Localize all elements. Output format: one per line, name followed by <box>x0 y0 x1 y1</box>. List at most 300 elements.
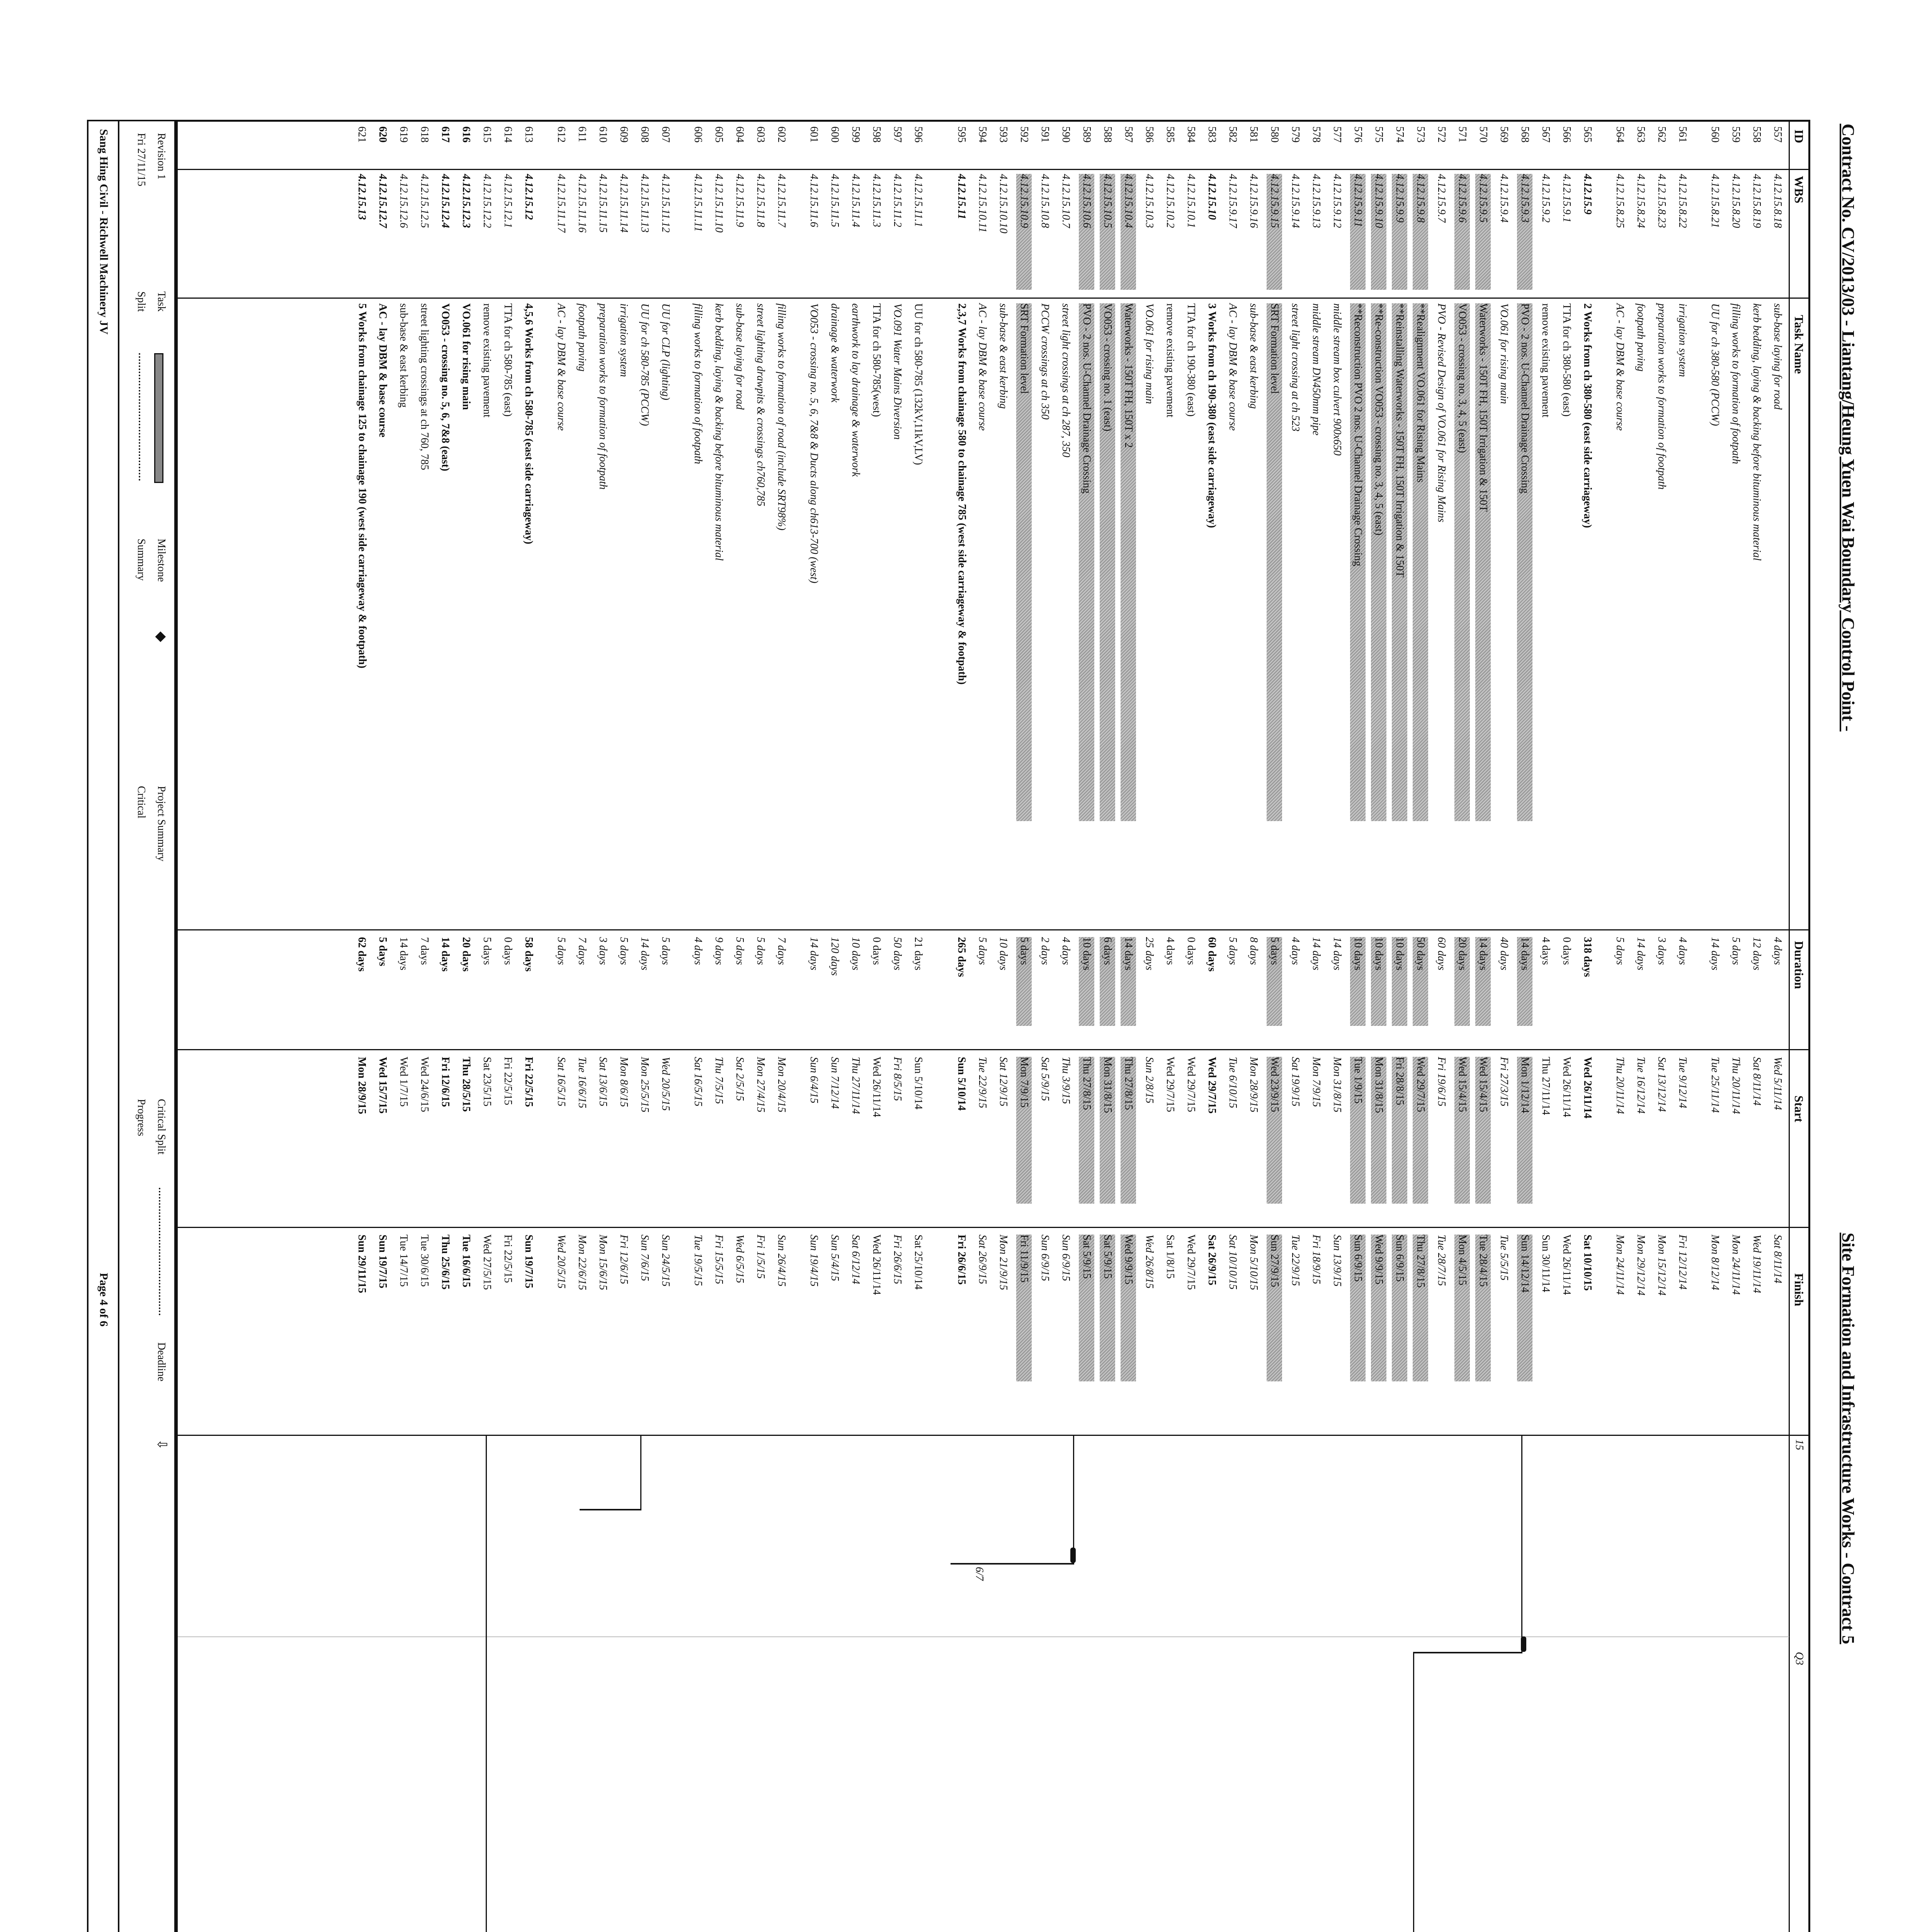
footer-page: Page 4 of 6 <box>97 1273 110 1327</box>
legend-summary: Summary <box>135 539 147 581</box>
task-id: 600 <box>829 126 841 143</box>
task-start: Wed 5/11/14 <box>1772 1057 1784 1110</box>
task-id: 593 <box>997 126 1009 143</box>
task-finish: Sat 26/9/15 <box>1206 1235 1218 1286</box>
task-duration: 5 days <box>1267 937 1282 1026</box>
task-start: Sun 7/12/14 <box>829 1057 841 1109</box>
task-start: Sun 5/10/14 <box>912 1057 924 1110</box>
task-wbs: 4.12.15.8.19 <box>1751 174 1763 228</box>
legend-milestone: Milestone <box>155 539 167 582</box>
task-wbs: 4.12.15.11.8 <box>755 174 767 227</box>
task-start: Tue 9/12/14 <box>1677 1057 1689 1109</box>
link-line <box>1413 1652 1414 1932</box>
task-finish: Thu 27/8/15 <box>1413 1235 1428 1381</box>
task-duration: 50 days <box>891 937 903 971</box>
task-id: 585 <box>1164 126 1176 143</box>
task-finish: Sun 19/7/15 <box>523 1235 535 1289</box>
task-wbs: 4.12.15.11 <box>956 174 968 219</box>
task-finish: Sat 8/11/14 <box>1772 1235 1784 1284</box>
task-duration: 10 days <box>1350 937 1366 1026</box>
task-finish: Mon 24/11/14 <box>1730 1235 1742 1295</box>
diamond-icon: ◆ <box>154 631 169 642</box>
task-duration: 0 days <box>1185 937 1197 965</box>
task-start: Mon 7/9/15 <box>1310 1057 1322 1107</box>
task-duration: 21 days <box>912 937 924 971</box>
task-wbs: 4.12.15.8.21 <box>1709 174 1721 228</box>
task-start: Thu 27/11/14 <box>1540 1057 1552 1115</box>
task-wbs: 4.12.15.11.14 <box>618 174 630 233</box>
task-id: 568 <box>1519 126 1531 143</box>
col-duration: Duration <box>1792 941 1806 989</box>
task-name: **Re-construction VO053 - crossing no. 3, 4, 5 (east) <box>1371 303 1386 821</box>
task-wbs: 4.12.15.9.1 <box>1561 174 1573 223</box>
task-id: 597 <box>891 126 903 143</box>
task-duration: 14 days <box>639 937 651 971</box>
task-id: 594 <box>976 126 988 143</box>
task-finish: Sat 10/10/15 <box>1227 1235 1239 1290</box>
task-id: 596 <box>912 126 924 143</box>
task-id: 577 <box>1331 126 1343 143</box>
task-start: Mon 8/6/15 <box>618 1057 630 1107</box>
task-start: Mon 25/5/15 <box>639 1057 651 1112</box>
task-name: filling works to formation of road (include SRT98%) <box>776 303 787 531</box>
task-finish: Mon 8/12/14 <box>1709 1235 1721 1290</box>
task-duration: 0 days <box>502 937 514 965</box>
task-start: Wed 20/5/15 <box>660 1057 672 1111</box>
task-finish: Sun 6/9/15 <box>1060 1235 1072 1281</box>
task-id: 580 <box>1269 126 1281 143</box>
task-duration: 4 days <box>1677 937 1689 965</box>
task-start: Wed 29/7/15 <box>1206 1057 1218 1114</box>
schedule-table <box>176 120 1810 1932</box>
task-id: 563 <box>1635 126 1647 143</box>
task-duration: 9 days <box>713 937 725 965</box>
task-wbs: 4.12.15.9.7 <box>1435 174 1447 223</box>
task-wbs: 4.12.15.11.17 <box>555 174 567 233</box>
task-start: Sat 2/5/15 <box>734 1057 746 1101</box>
task-id: 620 <box>377 126 389 143</box>
task-duration: 20 days <box>460 937 472 972</box>
task-finish: Sun 30/11/14 <box>1540 1235 1552 1293</box>
task-name: sub-base & east kerbing <box>398 303 410 408</box>
task-name: **Reinstalling Waterworks - 150T FH, 150T Irrigation & 150T <box>1392 303 1407 821</box>
link-line <box>1521 1435 1522 1652</box>
legend-deadline: Deadline <box>155 1342 167 1382</box>
task-duration: 14 days <box>439 937 451 972</box>
task-id: 599 <box>850 126 862 143</box>
task-name: street light crossing at ch 523 <box>1289 303 1301 432</box>
footer-company: Sang Hing Civil - Richwell Machinery JV <box>97 129 110 335</box>
task-id: 617 <box>439 126 451 143</box>
task-start: Fri 22/5/15 <box>523 1057 535 1107</box>
task-id: 578 <box>1310 126 1322 143</box>
task-finish: Sun 6/9/15 <box>1039 1235 1051 1281</box>
task-name: drainage & waterwork <box>829 303 841 403</box>
task-start: Mon 27/4/15 <box>755 1057 767 1112</box>
legend-critical-split-swatch <box>159 1188 160 1315</box>
task-duration: 4 days <box>1540 937 1552 965</box>
task-start: Mon 31/8/15 <box>1100 1057 1115 1204</box>
task-duration: 5 days <box>734 937 746 965</box>
task-finish: Sun 14/12/14 <box>1517 1235 1532 1381</box>
task-start: Fri 27/3/15 <box>1498 1057 1510 1107</box>
task-name: SRT Formation level <box>1016 303 1032 821</box>
task-id: 610 <box>597 126 609 143</box>
task-duration: 4 days <box>1289 937 1301 965</box>
task-finish: Wed 19/11/14 <box>1751 1235 1763 1293</box>
task-name: VO053 - crossing no. 5, 6, 7&8 (east) <box>439 303 451 471</box>
task-start: Sat 16/5/15 <box>692 1057 704 1107</box>
task-name: PVO - Revised Design of VO.061 for Rising Mains <box>1435 303 1447 522</box>
task-start: Fri 19/6/15 <box>1435 1057 1447 1107</box>
task-name: UU for CLP (lighting) <box>660 303 672 400</box>
task-finish: Fri 18/9/15 <box>1310 1235 1322 1284</box>
task-wbs: 4.12.15.10.5 <box>1100 174 1115 290</box>
task-id: 608 <box>639 126 651 143</box>
task-name: filling works to formation of footpath <box>1730 303 1742 464</box>
task-start: Wed 29/7/15 <box>1413 1057 1428 1204</box>
task-duration: 5 days <box>555 937 567 965</box>
task-wbs: 4.12.15.11.11 <box>692 174 704 232</box>
task-wbs: 4.12.15.9.8 <box>1413 174 1428 290</box>
task-id: 571 <box>1456 126 1468 143</box>
task-duration: 4 days <box>1164 937 1176 965</box>
legend <box>118 120 176 1932</box>
task-id: 560 <box>1709 126 1721 143</box>
task-start: Wed 15/4/15 <box>1475 1057 1491 1204</box>
milestone-label: 6/7 <box>973 1567 985 1581</box>
task-name: Waterworks - 150T FH, 150T Irrigation & 150T <box>1475 303 1491 821</box>
task-wbs: 4.12.15.9.2 <box>1540 174 1552 223</box>
task-start: Mon 31/8/15 <box>1331 1057 1343 1112</box>
task-duration: 14 days <box>1709 937 1721 971</box>
task-start: Mon 20/4/15 <box>776 1057 787 1112</box>
task-duration: 4 days <box>692 937 704 965</box>
gantt-chart <box>178 1435 1808 1932</box>
task-id: 586 <box>1143 126 1155 143</box>
task-finish: Tue 5/5/15 <box>1498 1235 1510 1281</box>
timeline-divider <box>1789 1435 1790 1932</box>
gantt-bar-583 <box>1070 1548 1076 1563</box>
task-name: PVO - 2 nos. U-Channel Drainage Crossing <box>1079 303 1094 821</box>
link-line <box>1073 1435 1074 1563</box>
task-duration: 7 days <box>576 937 588 965</box>
task-start: Tue 1/9/15 <box>1350 1057 1366 1204</box>
task-finish: Sat 1/8/15 <box>1164 1235 1176 1279</box>
task-duration: 318 days <box>1582 937 1594 977</box>
task-name: 3 Works from ch 190-380 (east side carriageway) <box>1206 303 1218 528</box>
task-wbs: 4.12.15.9.5 <box>1475 174 1491 290</box>
task-wbs: 4.12.15.9.14 <box>1289 174 1301 228</box>
task-duration: 60 days <box>1435 937 1447 971</box>
task-duration: 10 days <box>1079 937 1094 1026</box>
task-duration: 25 days <box>1143 937 1155 971</box>
task-id: 590 <box>1060 126 1072 143</box>
task-id: 567 <box>1540 126 1552 143</box>
task-wbs: 4.12.15.9.15 <box>1267 174 1282 290</box>
task-duration: 5 days <box>1614 937 1626 965</box>
task-start: Tue 6/10/15 <box>1227 1057 1239 1109</box>
task-wbs: 4.12.15.8.22 <box>1677 174 1689 228</box>
rotated-gantt-sheet <box>73 120 1859 1932</box>
task-name: preparation works to formation of footpath <box>597 303 609 490</box>
task-name: AC - lay DBM & base course <box>555 303 567 431</box>
task-name: sub-base & east kerbing <box>1248 303 1260 409</box>
task-start: Thu 28/5/15 <box>460 1057 472 1112</box>
task-wbs: 4.12.15.8.24 <box>1635 174 1647 228</box>
task-start: Fri 8/5/15 <box>891 1057 903 1101</box>
task-wbs: 4.12.15.11.9 <box>734 174 746 227</box>
task-duration: 14 days <box>398 937 410 971</box>
legend-critical: Critical <box>135 786 147 818</box>
task-start: Sat 19/9/15 <box>1289 1057 1301 1107</box>
task-id: 603 <box>755 126 767 143</box>
task-id: 562 <box>1656 126 1668 143</box>
legend-task-swatch <box>154 353 163 483</box>
task-start: Wed 26/11/14 <box>1561 1057 1573 1117</box>
col-id: ID <box>1792 129 1806 143</box>
gantt-bar-565 <box>1521 1636 1526 1652</box>
task-wbs: 4.12.15.12 <box>523 174 535 220</box>
task-id: 616 <box>460 126 472 143</box>
task-finish: Fri 26/6/15 <box>891 1235 903 1284</box>
task-name: TTA for ch 190-380 (east) <box>1185 303 1197 417</box>
task-finish: Fri 26/6/15 <box>956 1235 968 1285</box>
task-duration: 5 days <box>1730 937 1742 965</box>
task-name: VO.061 for rising main <box>1143 303 1155 404</box>
task-name: footpath paving <box>576 303 588 372</box>
quarter-q3: Q3 <box>1793 1652 1805 1665</box>
task-duration: 10 days <box>997 937 1009 971</box>
task-duration: 14 days <box>1517 937 1532 1026</box>
task-start: Wed 15/4/15 <box>1454 1057 1470 1204</box>
task-duration: 14 days <box>1331 937 1343 971</box>
task-start: Wed 29/7/15 <box>1185 1057 1197 1112</box>
task-id: 618 <box>418 126 430 143</box>
task-name: street light crossings at ch 287, 350 <box>1060 303 1072 457</box>
task-finish: Tue 22/9/15 <box>1289 1235 1301 1286</box>
col-task-name: Task Name <box>1792 315 1806 374</box>
task-name: preparation works to formation of footpath <box>1656 303 1668 490</box>
task-finish: Fri 12/6/15 <box>618 1235 630 1284</box>
task-wbs: 4.12.15.12.4 <box>439 174 451 228</box>
task-start: Wed 15/7/15 <box>377 1057 389 1114</box>
task-duration: 2 days <box>1039 937 1051 965</box>
task-wbs: 4.12.15.12.6 <box>398 174 410 228</box>
legend-split-swatch <box>139 353 140 481</box>
summary-bracket <box>951 1563 1074 1565</box>
task-wbs: 4.12.15.11.13 <box>639 174 651 233</box>
task-finish: Mon 4/5/15 <box>1454 1235 1470 1381</box>
task-duration: 8 days <box>1248 937 1260 965</box>
task-finish: Sun 29/11/15 <box>356 1235 368 1293</box>
task-start: Mon 1/12/14 <box>1517 1057 1532 1204</box>
task-name: 2,3,7 Works from chainage 580 to chainage 785 (west side carriageway & footpath) <box>956 303 968 685</box>
task-wbs: 4.12.15.10 <box>1206 174 1218 220</box>
task-name: middle stream DN450mm pipe <box>1310 303 1322 435</box>
task-wbs: 4.12.15.8.18 <box>1772 174 1784 228</box>
task-duration: 12 days <box>1751 937 1763 971</box>
task-wbs: 4.12.15.11.15 <box>597 174 609 233</box>
task-id: 565 <box>1582 126 1594 143</box>
task-duration: 120 days <box>829 937 841 976</box>
task-start: Fri 12/6/15 <box>439 1057 451 1107</box>
header-divider <box>1789 122 1790 1435</box>
task-wbs: 4.12.15.11.5 <box>829 174 841 227</box>
task-start: Thu 3/9/15 <box>1060 1057 1072 1104</box>
task-id: 615 <box>481 126 493 143</box>
task-wbs: 4.12.15.11.3 <box>871 174 883 227</box>
task-finish: Tue 14/7/15 <box>398 1235 410 1287</box>
task-id: 604 <box>734 126 746 143</box>
task-wbs: 4.12.15.9.9 <box>1392 174 1407 290</box>
task-start: Tue 25/11/14 <box>1709 1057 1721 1113</box>
task-finish: Tue 28/7/15 <box>1435 1235 1447 1286</box>
task-finish: Tue 19/5/15 <box>692 1235 704 1286</box>
task-wbs: 4.12.15.11.1 <box>912 174 924 227</box>
task-wbs: 4.12.15.9.6 <box>1454 174 1470 290</box>
task-duration: 10 days <box>1392 937 1407 1026</box>
task-id: 579 <box>1289 126 1301 143</box>
legend-split: Split <box>135 291 147 312</box>
link-line <box>640 1435 641 1509</box>
task-name: remove existing pavement <box>1164 303 1176 418</box>
task-finish: Fri 12/12/14 <box>1677 1235 1689 1290</box>
task-finish: Mon 22/6/15 <box>576 1235 588 1290</box>
task-duration: 7 days <box>418 937 430 965</box>
task-name: UU for ch 580-785 (PCCW) <box>639 303 651 426</box>
legend-progress: Progress <box>135 1099 147 1136</box>
legend-project-summary: Project Summary <box>155 786 167 862</box>
task-duration: 14 days <box>1475 937 1491 1026</box>
task-wbs: 4.12.15.9.10 <box>1371 174 1386 290</box>
task-start: Wed 29/7/15 <box>1164 1057 1176 1112</box>
task-id: 557 <box>1772 126 1784 143</box>
link-line <box>486 1435 487 1932</box>
task-id: 561 <box>1677 126 1689 143</box>
task-finish: Sun 6/9/15 <box>1350 1235 1366 1381</box>
task-finish: Mon 24/11/14 <box>1614 1235 1626 1295</box>
task-start: Sat 13/12/14 <box>1656 1057 1668 1112</box>
task-finish: Tue 16/6/15 <box>460 1235 472 1287</box>
task-name: sub-base laying for road <box>734 303 746 410</box>
task-start: Thu 27/8/15 <box>1121 1057 1136 1204</box>
task-duration: 0 days <box>871 937 883 965</box>
task-start: Thu 27/11/14 <box>850 1057 862 1114</box>
task-name: irrigation system <box>618 303 630 377</box>
task-start: Thu 27/8/15 <box>1079 1057 1094 1204</box>
task-start: Sat 5/9/15 <box>1039 1057 1051 1101</box>
task-start: Sat 13/6/15 <box>597 1057 609 1107</box>
task-finish: Wed 29/7/15 <box>1185 1235 1197 1290</box>
task-duration: 50 days <box>1413 937 1428 1026</box>
task-wbs: 4.12.15.11.7 <box>776 174 787 227</box>
task-name: PCCW crossings at ch 350 <box>1039 303 1051 420</box>
task-name: VO053 - crossing no. 1 (east) <box>1100 303 1115 821</box>
task-start: Wed 26/11/14 <box>871 1057 883 1117</box>
task-finish: Fri 1/5/15 <box>755 1235 767 1279</box>
task-id: 595 <box>956 126 968 143</box>
task-wbs: 4.12.15.11.4 <box>850 174 862 227</box>
task-wbs: 4.12.15.12.2 <box>481 174 493 228</box>
task-wbs: 4.12.15.13 <box>356 174 368 220</box>
task-name: kerb bedding, laying & backing before bituminous material <box>1751 303 1763 561</box>
task-finish: Mon 21/9/15 <box>997 1235 1009 1290</box>
task-start: Mon 31/8/15 <box>1371 1057 1386 1204</box>
task-duration: 5 days <box>755 937 767 965</box>
task-finish: Wed 6/5/15 <box>734 1235 746 1283</box>
task-id: 582 <box>1227 126 1239 143</box>
task-name: remove existing pavement <box>481 303 493 418</box>
task-name: kerb bedding, laying & backing before bituminous material <box>713 303 725 561</box>
task-name: **Reconstruction PVO 2 nos. U-Channel Drainage Crossing <box>1350 303 1366 821</box>
task-finish: Tue 28/4/15 <box>1475 1235 1491 1381</box>
task-start: Sat 16/5/15 <box>555 1057 567 1107</box>
task-wbs: 4.12.15.9.3 <box>1517 174 1532 290</box>
task-start: Mon 28/9/15 <box>1248 1057 1260 1112</box>
task-wbs: 4.12.15.9 <box>1582 174 1594 214</box>
task-wbs: 4.12.15.11.16 <box>576 174 588 233</box>
task-name: street lighting crossings at ch 760, 785 <box>418 303 430 470</box>
task-wbs: 4.12.15.12.5 <box>418 174 430 228</box>
task-duration: 265 days <box>956 937 968 977</box>
summary-bracket <box>580 1509 641 1510</box>
task-wbs: 4.12.15.10.11 <box>976 174 988 233</box>
timeline-year-mark: 15 <box>1793 1439 1805 1450</box>
task-duration: 62 days <box>356 937 368 972</box>
task-wbs: 4.12.15.12.1 <box>502 174 514 228</box>
task-finish: Sun 6/9/15 <box>1392 1235 1407 1381</box>
task-wbs: 4.12.15.10.3 <box>1143 174 1155 228</box>
task-duration: 5 days <box>660 937 672 965</box>
task-wbs: 4.12.15.10.4 <box>1121 174 1136 290</box>
task-finish: Wed 20/5/15 <box>555 1235 567 1289</box>
task-id: 570 <box>1477 126 1489 143</box>
contract-title: Contract No. CV/2013/03 - Liantang/Heung Yuen Wai Boundary Control Point - <box>1838 124 1858 732</box>
task-name: UU for ch 580-785 (132kV,11kV,LV) <box>912 303 924 465</box>
task-duration: 20 days <box>1454 937 1470 1026</box>
task-finish: Sat 25/10/14 <box>912 1235 924 1290</box>
task-id: 583 <box>1206 126 1218 143</box>
task-id: 576 <box>1352 126 1364 143</box>
task-name: SRT Formation level <box>1267 303 1282 821</box>
task-duration: 7 days <box>776 937 787 965</box>
task-name: sub-base laying for road <box>1772 303 1784 410</box>
revision-label: Revision 1 <box>155 133 167 180</box>
task-name: TTA for ch 580-785(west) <box>871 303 883 417</box>
task-id: 621 <box>356 126 368 143</box>
task-name: VO.091 Water Mains Diversion <box>891 303 903 440</box>
task-name: TTA for ch 380-580 (east) <box>1561 303 1573 417</box>
task-start: Tue 16/6/15 <box>576 1057 588 1109</box>
task-finish: Sat 5/9/15 <box>1079 1235 1094 1381</box>
task-duration: 5 days <box>618 937 630 965</box>
task-start: Wed 1/7/15 <box>398 1057 410 1107</box>
task-finish: Sun 7/6/15 <box>639 1235 651 1281</box>
task-duration: 5 days <box>1227 937 1239 965</box>
task-id: 592 <box>1018 126 1030 143</box>
task-name: street lighting drawpits & crossings ch760,785 <box>755 303 767 507</box>
task-name: 5 Works from chainage 125 to chainage 190 (west side carriageway & footpath) <box>356 303 368 668</box>
site-title: Site Formation and Infrastructure Works - Contract 5 <box>1838 1233 1858 1645</box>
task-name: AC - lay DBM & base course <box>1227 303 1239 431</box>
task-name: AC - lay DBM & base course <box>976 303 988 431</box>
task-finish: Sat 26/9/15 <box>976 1235 988 1284</box>
task-id: 601 <box>808 126 820 143</box>
task-duration: 6 days <box>1100 937 1115 1026</box>
task-wbs: 4.12.15.10.6 <box>1079 174 1094 290</box>
task-id: 589 <box>1081 126 1093 143</box>
